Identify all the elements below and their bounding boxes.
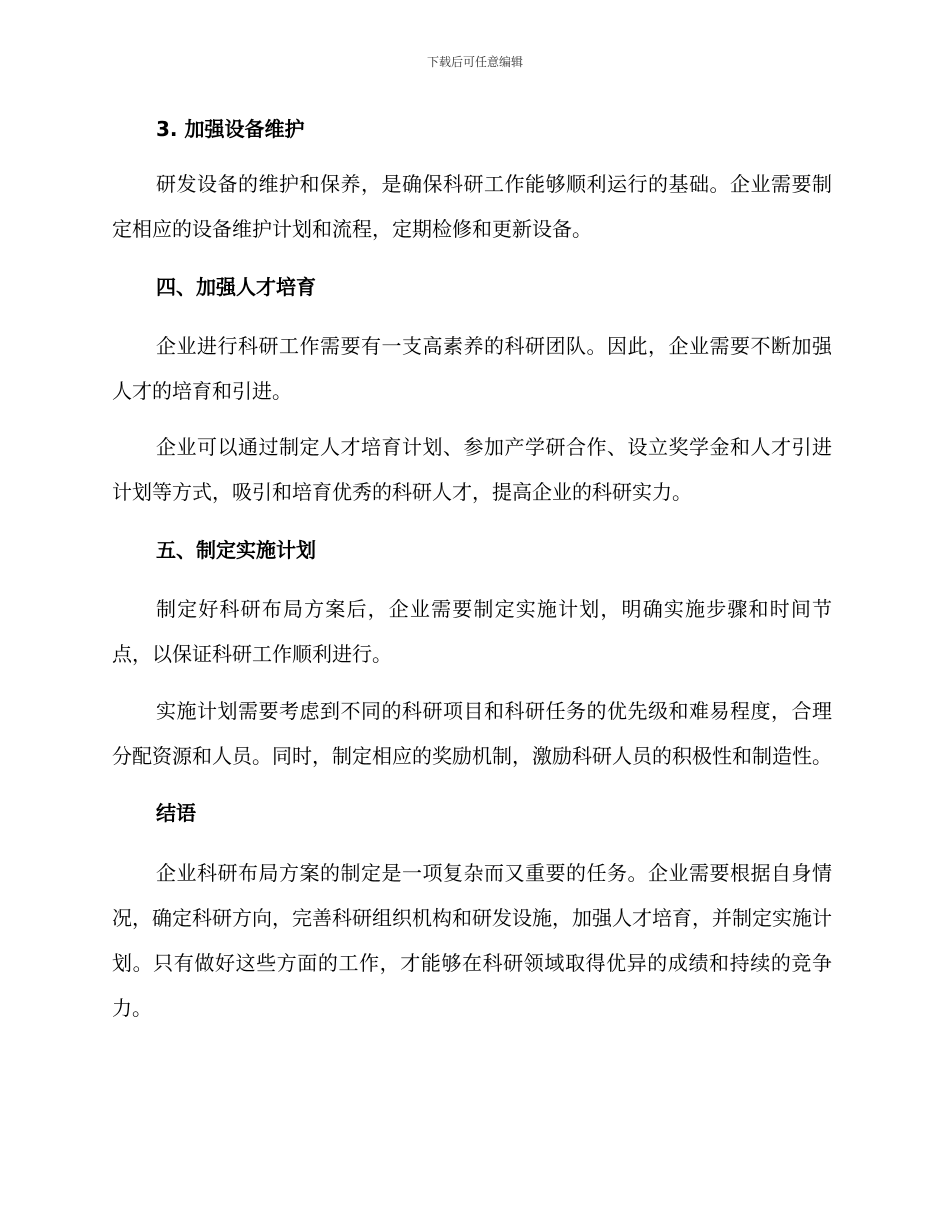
section-heading-equipment: 3. 加强设备维护 bbox=[156, 117, 305, 141]
paragraph-talent-1: 企业进行科研工作需要有一支高素养的科研团队。因此，企业需要不断加强人才的培育和引进。 bbox=[112, 334, 832, 403]
page-header: 下载后可任意编辑 bbox=[426, 55, 523, 69]
paragraph-conclusion-1: 企业科研布局方案的制定是一项复杂而又重要的任务。企业需要根据自身情况，确定科研方向，完善科研组织机构和研发设施，加强人才培育，并制定实施计划。只有做好这些方面的工作，才能够在科研领域取得优异的成绩和持续的竞争力。 bbox=[112, 861, 832, 1020]
section-heading-plan: 五、制定实施计划 bbox=[156, 538, 316, 562]
paragraph-talent-2: 企业可以通过制定人才培育计划、参加产学研合作、设立奖学金和人才引进计划等方式，吸引和培育优秀的科研人才，提高企业的科研实力。 bbox=[112, 435, 832, 504]
paragraph-plan-2: 实施计划需要考虑到不同的科研项目和科研任务的优先级和难易程度，合理分配资源和人员。同时，制定相应的奖励机制，激励科研人员的积极性和制造性。 bbox=[112, 699, 832, 768]
section-heading-talent: 四、加强人才培育 bbox=[156, 275, 316, 299]
document-body bbox=[112, 112, 832, 1031]
paragraph-equipment-1: 研发设备的维护和保养，是确保科研工作能够顺利运行的基础。企业需要制定相应的设备维护计划和流程，定期检修和更新设备。 bbox=[112, 172, 832, 241]
section-heading-conclusion: 结语 bbox=[156, 801, 196, 825]
paragraph-plan-1: 制定好科研布局方案后，企业需要制定实施计划，明确实施步骤和时间节点，以保证科研工作顺利进行。 bbox=[112, 597, 832, 666]
